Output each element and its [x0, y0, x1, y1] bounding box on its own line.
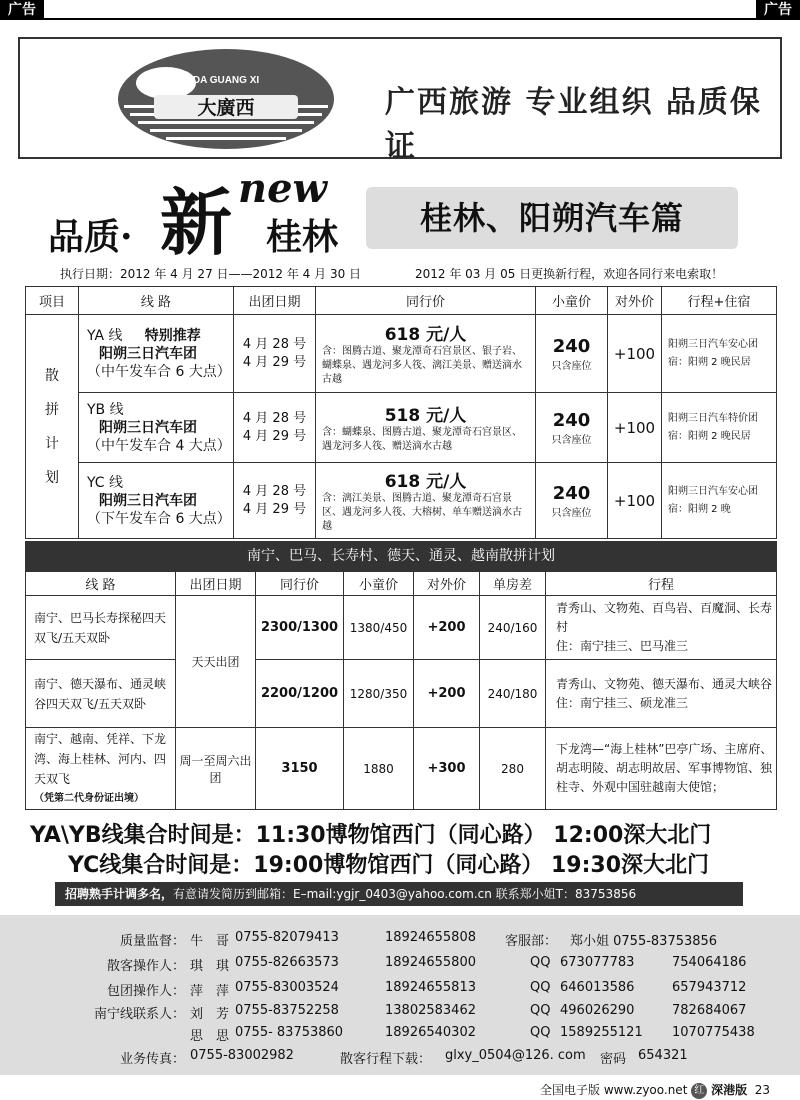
page-title: 桂林、阳朔汽车篇	[366, 187, 738, 249]
peer-price-cell: 618 元/人 含：图腾古道、聚龙潭奇石宫景区、银子岩、蝴蝶泉、遇龙河多人筏、漓江美景、赠送滴水古越	[316, 315, 536, 393]
date-cell: 4 月 28 号 4 月 29 号	[234, 463, 316, 539]
recruit-banner: 招聘熟手计调多名，有意请发简历到邮箱：E–mail:ygjr_0403@yahoo.com.cn 联系郑小姐T：83753856	[55, 882, 743, 906]
header-cell: 同行价	[316, 287, 536, 315]
header-cell: 行程	[546, 572, 777, 596]
date-cell: 4 月 28 号 4 月 29 号	[234, 315, 316, 393]
child-price-cell: 1380/450	[344, 596, 414, 660]
table-header-row	[26, 572, 777, 596]
child-price-cell: 1280/350	[344, 660, 414, 728]
header-cell: 行程+住宿	[662, 287, 777, 315]
single-room-cell: 240/160	[480, 596, 546, 660]
itinerary-cell: 阳朔三日汽车特价团 宿：阳朔 2 晚民居	[662, 393, 777, 463]
table-row	[26, 393, 777, 463]
page-number: 23	[754, 1083, 770, 1097]
header-cell: 小童价	[344, 572, 414, 596]
guilin-tour-table	[25, 286, 777, 539]
header-cell: 对外价	[608, 287, 662, 315]
child-price-cell: 240 只含座位	[536, 315, 608, 393]
header-cell: 对外价	[414, 572, 480, 596]
logo-text-en: DA GUANG XI	[192, 75, 260, 86]
meeting-time-ya-yb: YA\YB线集合时间是：11:30博物馆西门（同心路） 12:00深大北门	[30, 823, 712, 848]
table-row	[26, 596, 777, 660]
route-cell: YC 线 阳朔三日汽车团 （下午发车合 6 大点）	[79, 463, 234, 539]
table-row	[26, 728, 777, 810]
public-price-cell: +100	[608, 393, 662, 463]
table-row	[26, 315, 777, 393]
company-logo	[116, 47, 336, 151]
exec-date-line: 执行日期：2012 年 4 月 27 日——2012 年 4 月 30 日	[60, 267, 362, 281]
itinerary-cell: 青秀山、文物苑、德天瀑布、通灵大峡谷 住：南宁挂三、硕龙准三	[546, 660, 777, 728]
route-cell: YA 线 特别推荐 阳朔三日汽车团 （中午发车合 6 大点）	[79, 315, 234, 393]
header-cell: 线 路	[79, 287, 234, 315]
logo-text-cn: 大廣西	[197, 97, 255, 119]
page-footer: 全国电子版 www.zyoo.net 红 深港版 23	[540, 1083, 770, 1097]
header-cell: 小童价	[536, 287, 608, 315]
update-notice: 2012 年 03 月 05 日更换新行程，欢迎各同行来电索取！	[415, 267, 724, 281]
itinerary-cell: 阳朔三日汽车安心团 宿：阳朔 2 晚民居	[662, 315, 777, 393]
header-cell: 单房差	[480, 572, 546, 596]
header-cell: 出团日期	[234, 287, 316, 315]
itinerary-cell: 下龙湾—“海上桂林”巴亭广场、主席府、胡志明陵、胡志明故居、军事博物馆、独柱寺、外观中国驻越南大使馆；	[546, 728, 777, 810]
peer-price-cell: 2300/1300	[256, 596, 344, 660]
header-cell: 线 路	[26, 572, 176, 596]
seal-icon: 红	[691, 1083, 707, 1099]
ad-label-left: 广告	[0, 0, 44, 20]
public-price-cell: +200	[414, 660, 480, 728]
category-cell: 散 拼 计 划	[26, 315, 79, 539]
brand-row	[48, 165, 768, 265]
header-cell: 项目	[26, 287, 79, 315]
child-price-cell: 1880	[344, 728, 414, 810]
brand-xin: 新	[160, 180, 233, 265]
itinerary-cell: 阳朔三日汽车安心团 宿：阳朔 2 晚	[662, 463, 777, 539]
brand-pinzhi: 品质·	[48, 216, 133, 258]
contact-panel: 质量监督： 牛 哥 0755-82079413 18924655808 客服部： 郑小姐 0755-83753856 散客操作人： 琪 琪 0755-82663573 18924655800 QQ 673077783 754064186 包团操作人： 萍 萍 0755-83003524 18924655813 QQ 646013586 657943712 南宁线联系人： 刘 芳 0755-83752258 13802583462 QQ 496026290 782684067 思 思 0755- 83753860 18926540302 QQ 1589255121 1070775438 业务传真： 0755-83002982 散客行程下载： glxy_0504@126. com 密码 654321	[0, 915, 800, 1075]
route-cell: YB 线 阳朔三日汽车团 （中午发车合 4 大点）	[79, 393, 234, 463]
peer-price-cell: 618 元/人 含：漓江美景、图腾古道、聚龙潭奇石宫景区、遇龙河多人筏、大榕树、单车赠送滴水古越	[316, 463, 536, 539]
table-row	[26, 660, 777, 728]
date-cell: 4 月 28 号 4 月 29 号	[234, 393, 316, 463]
table-row	[26, 463, 777, 539]
public-price-cell: +100	[608, 463, 662, 539]
ad-label-right: 广告	[756, 0, 800, 20]
nanning-tour-table	[25, 571, 777, 810]
route-cell: 南宁、巴马长寿探秘四天双飞/五天双卧	[26, 596, 176, 660]
slogan: 广西旅游 专业组织 品质保证	[385, 85, 762, 164]
brand-new: new	[238, 165, 327, 212]
peer-price-cell: 2200/1200	[256, 660, 344, 728]
date-cell: 周一至周六出团	[176, 728, 256, 810]
single-room-cell: 240/180	[480, 660, 546, 728]
header-cell: 同行价	[256, 572, 344, 596]
public-price-cell: +300	[414, 728, 480, 810]
peer-price-cell: 518 元/人 含：蝴蝶泉、图腾古道、聚龙潭奇石宫景区、遇龙河多人筏、赠送滴水古越	[316, 393, 536, 463]
peer-price-cell: 3150	[256, 728, 344, 810]
itinerary-cell: 青秀山、文物苑、百鸟岩、百魔洞、长寿村 住：南宁挂三、巴马准三	[546, 596, 777, 660]
header-cell: 出团日期	[176, 572, 256, 596]
child-price-cell: 240 只含座位	[536, 463, 608, 539]
top-rule	[0, 18, 800, 20]
single-room-cell: 280	[480, 728, 546, 810]
route-cell: 南宁、德天瀑布、通灵峡谷四天双飞/五天双卧	[26, 660, 176, 728]
date-cell: 天天出团	[176, 596, 256, 728]
table-header-row	[26, 287, 777, 315]
route-cell: 南宁、越南、凭祥、下龙湾、海上桂林、河内、四天双飞 （凭第二代身份证出境）	[26, 728, 176, 810]
child-price-cell: 240 只含座位	[536, 393, 608, 463]
public-price-cell: +200	[414, 596, 480, 660]
nanning-band-title: 南宁、巴马、长寿村、德天、通灵、越南散拼计划	[25, 541, 777, 571]
header-box	[18, 37, 782, 164]
footer-url: www.zyoo.net	[603, 1083, 688, 1097]
brand-guilin: 桂林	[266, 216, 339, 258]
meeting-time-yc: YC线集合时间是：19:00博物馆西门（同心路） 19:30深大北门	[68, 853, 710, 878]
public-price-cell: +100	[608, 315, 662, 393]
